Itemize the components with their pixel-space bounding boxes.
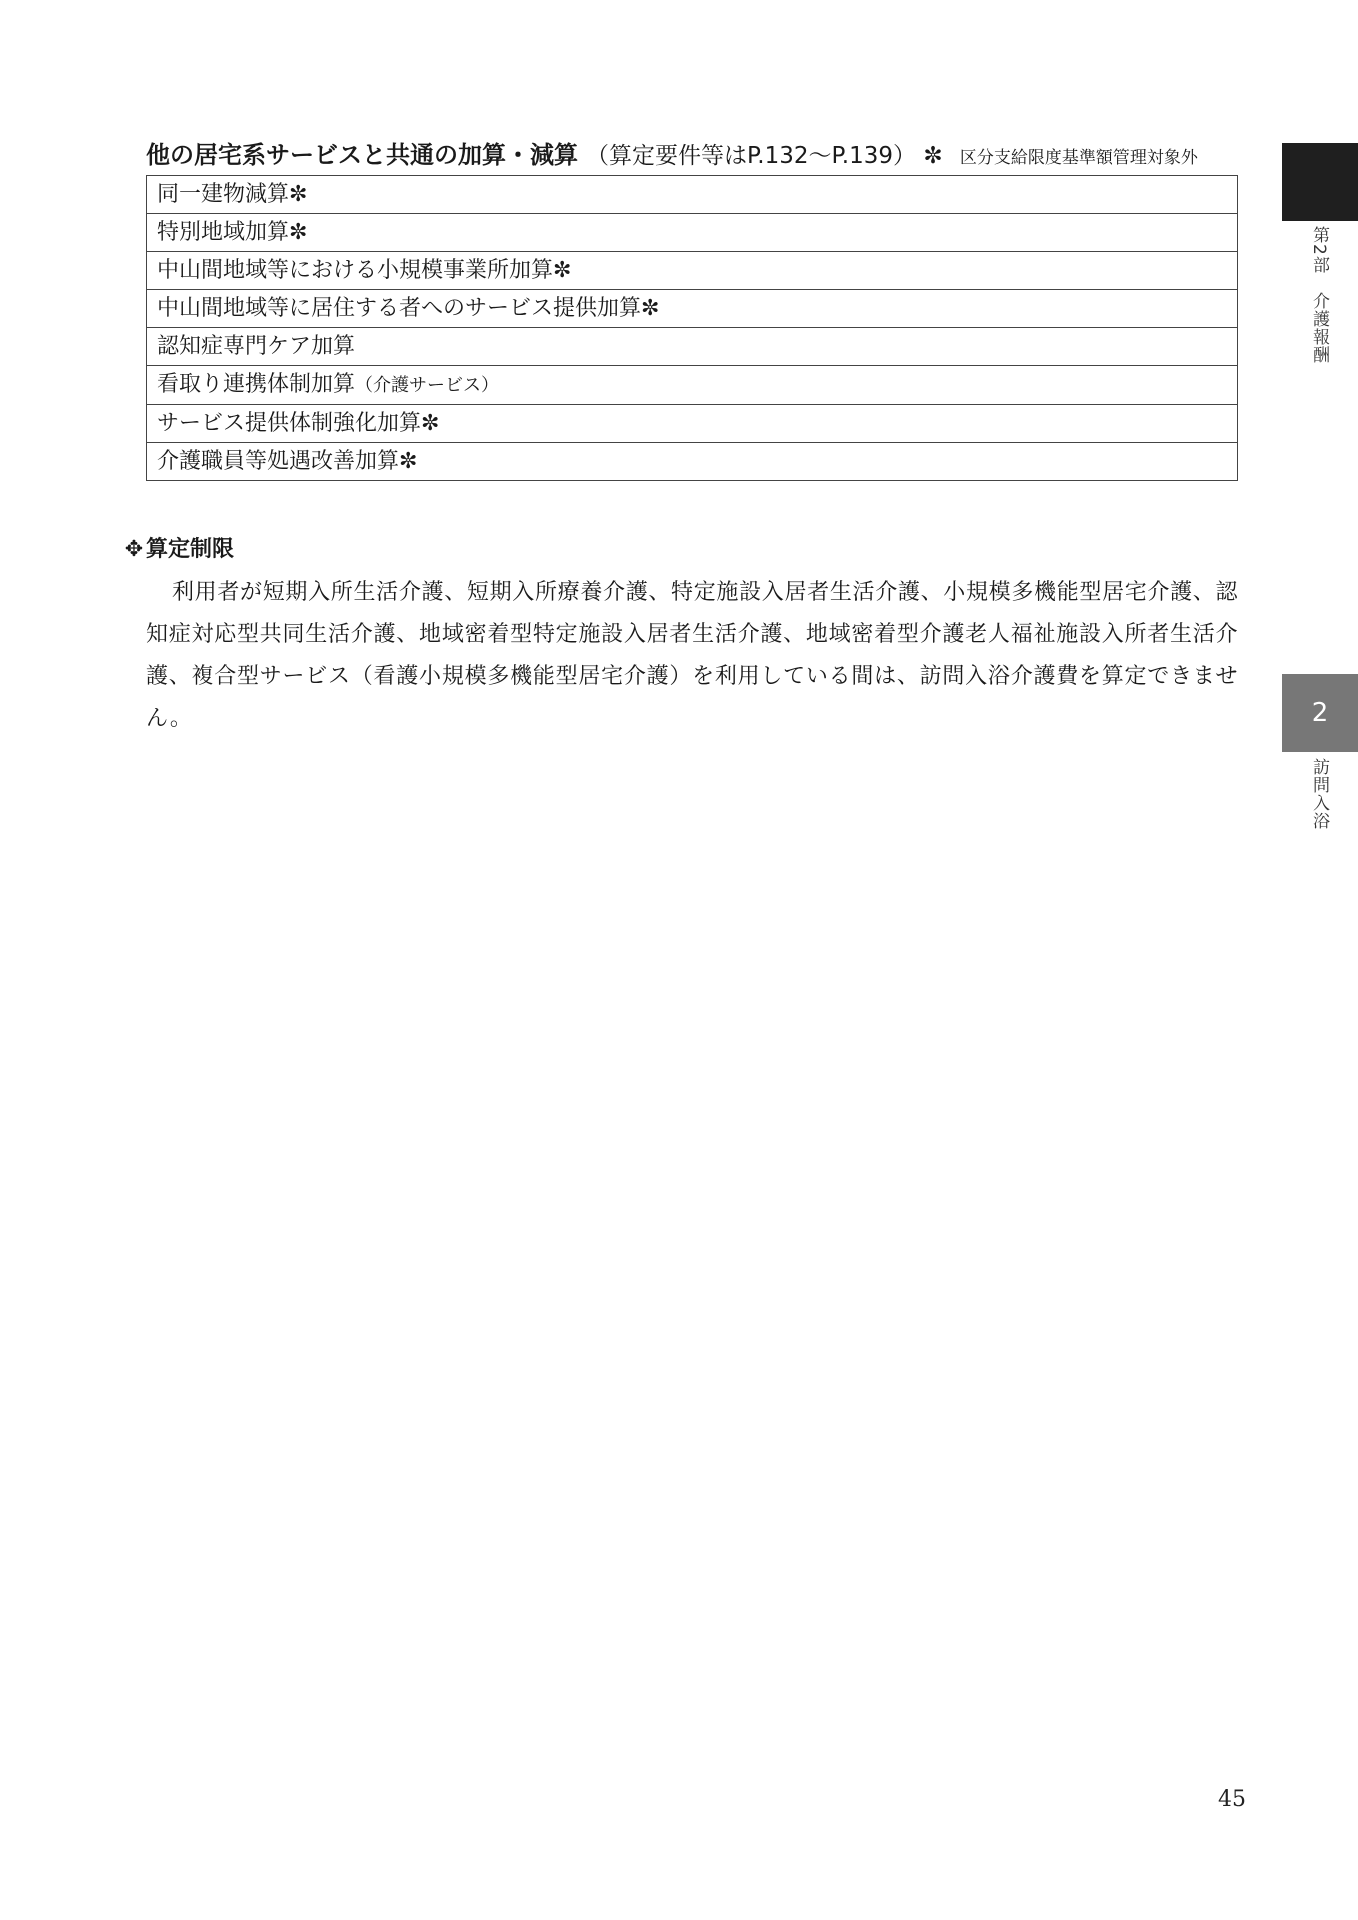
restriction-heading xyxy=(124,532,234,568)
table-row xyxy=(147,252,1238,290)
asterisk-mark-icon: ✼ xyxy=(421,411,440,436)
additions-table xyxy=(146,175,1238,481)
table-cell xyxy=(147,214,1238,252)
addition-sublabel: （介護サービス） xyxy=(355,375,500,396)
asterisk-mark-icon: ✼ xyxy=(289,182,308,207)
section-heading xyxy=(146,138,1246,172)
table-cell xyxy=(147,443,1238,481)
table-cell xyxy=(147,290,1238,328)
section-title: 他の居宅系サービスと共通の加算・減算 xyxy=(146,141,578,169)
table-cell xyxy=(147,405,1238,443)
addition-label: 中山間地域等における小規模事業所加算 xyxy=(157,258,554,283)
table-cell xyxy=(147,366,1238,405)
addition-label: 同一建物減算 xyxy=(157,182,290,207)
part-label: 第2部 介護報酬 xyxy=(1309,226,1329,364)
table-cell xyxy=(147,328,1238,366)
restriction-title: 算定制限 xyxy=(146,537,235,562)
part-tab xyxy=(1282,143,1358,221)
table-cell xyxy=(147,252,1238,290)
addition-label: 特別地域加算 xyxy=(157,220,290,245)
addition-label: 介護職員等処遇改善加算 xyxy=(157,449,400,474)
asterisk-mark-icon: ✼ xyxy=(553,258,572,283)
addition-label: 看取り連携体制加算 xyxy=(157,372,356,397)
chapter-label: 訪問入浴 xyxy=(1309,758,1329,830)
asterisk-mark-icon: ✼ xyxy=(641,296,660,321)
addition-label: 中山間地域等に居住する者へのサービス提供加算 xyxy=(157,296,642,321)
table-row xyxy=(147,214,1238,252)
table-row xyxy=(147,328,1238,366)
section-note: 区分支給限度基準額管理対象外 xyxy=(959,148,1198,168)
table-row xyxy=(147,366,1238,405)
page-number: 45 xyxy=(1218,1787,1246,1812)
table-row xyxy=(147,443,1238,481)
restriction-body: 利用者が短期入所生活介護、短期入所療養介護、特定施設入居者生活介護、小規模多機能型居宅介護、認知症対応型共同生活介護、地域密着型特定施設入居者生活介護、地域密着型介護老人福祉施設入所者生活介護、複合型サービス（看護小規模多機能型居宅介護）を利用している間は、訪問入浴介護費を算定できません。 xyxy=(146,580,1238,731)
asterisk-mark-icon: ✼ xyxy=(289,220,308,245)
table-cell xyxy=(147,176,1238,214)
addition-label: サービス提供体制強化加算 xyxy=(157,411,422,436)
table-row xyxy=(147,290,1238,328)
table-row xyxy=(147,405,1238,443)
section-requirements: （算定要件等はP.132～P.139） xyxy=(586,143,916,169)
addition-label: 認知症専門ケア加算 xyxy=(157,334,356,359)
asterisk-mark-icon: ✼ xyxy=(923,143,943,169)
asterisk-mark-icon: ✼ xyxy=(399,449,418,474)
table-row xyxy=(147,176,1238,214)
chapter-tab: 2 xyxy=(1282,674,1358,752)
diamond-bullet-icon: ✥ xyxy=(124,537,144,562)
